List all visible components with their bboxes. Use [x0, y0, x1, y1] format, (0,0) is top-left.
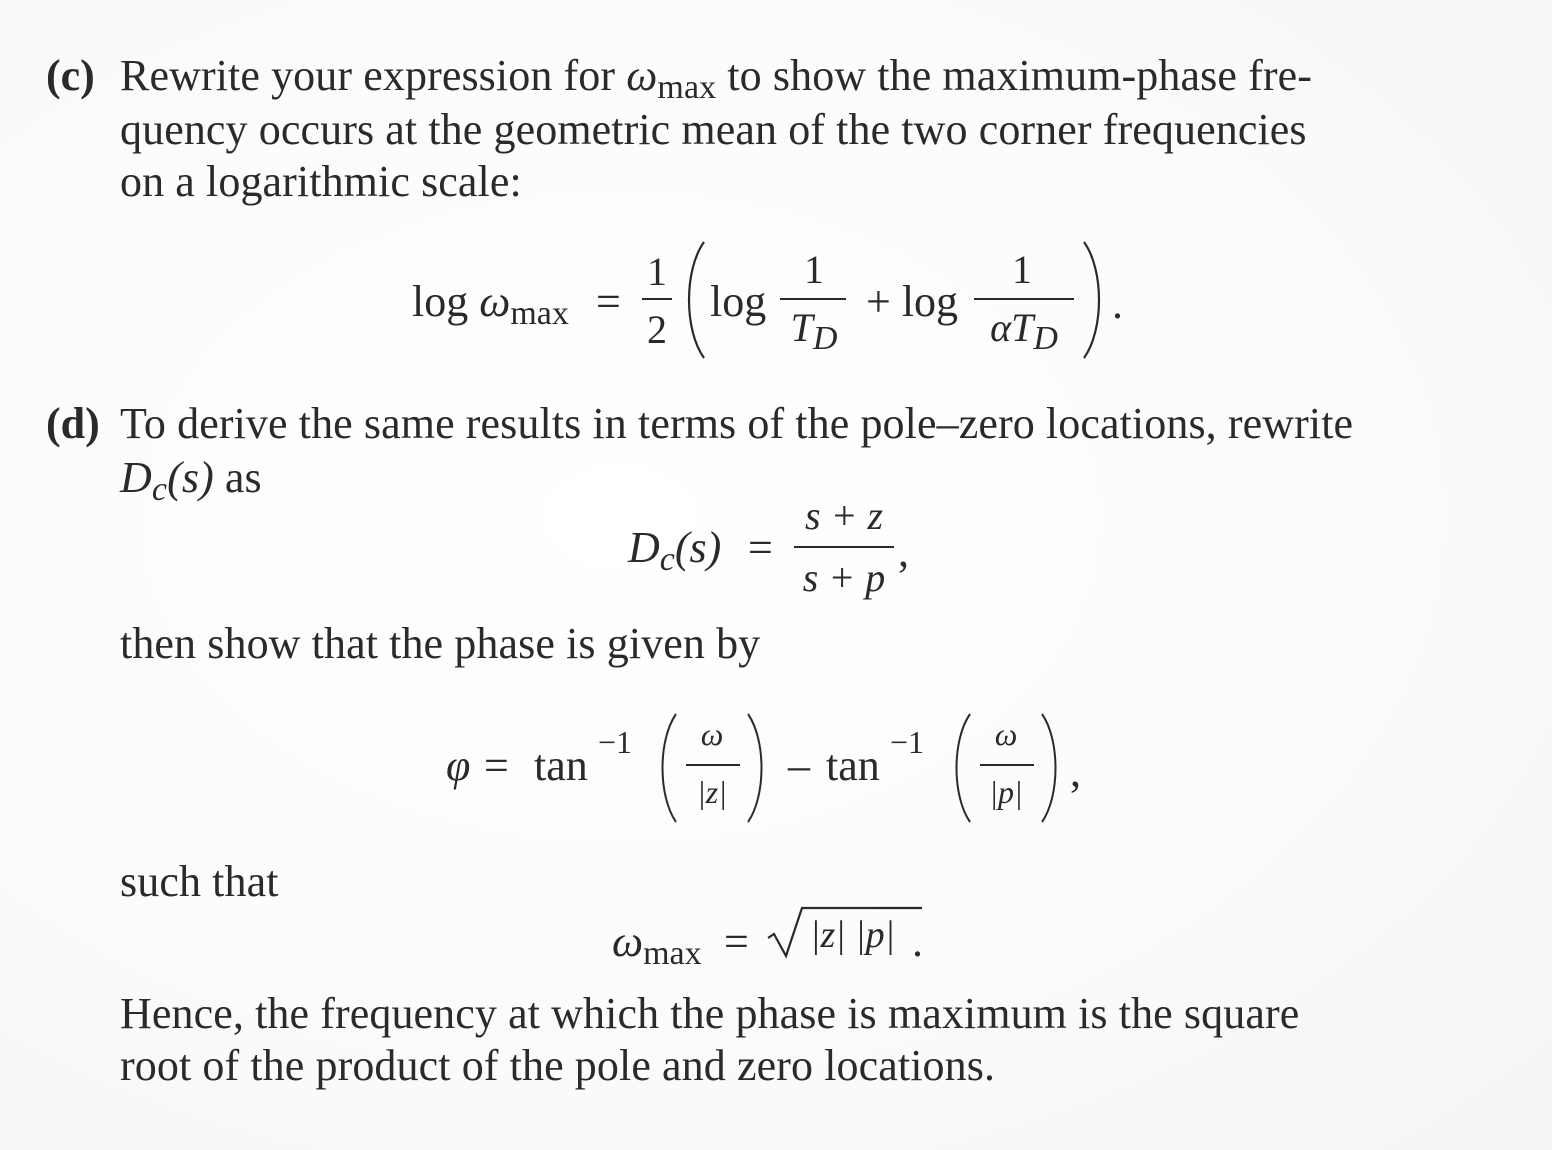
s-argument: (s) — [167, 453, 214, 502]
eq1-frac1-denominator — [784, 305, 844, 357]
eq2-fraction-bar — [794, 546, 894, 548]
as-text: as — [213, 453, 262, 502]
eq1-frac1-bar — [780, 298, 846, 300]
eq4-radicand: |z| |p| — [810, 914, 896, 956]
part-c-text-b: to show the maximum-phase fre- — [716, 51, 1312, 100]
eq1-half-bar — [642, 298, 672, 300]
omega-symbol: ω — [626, 51, 658, 100]
eq2-D: D — [628, 523, 660, 572]
eq3-frac1-bar — [686, 764, 740, 766]
eq1-D-2: D — [1033, 320, 1058, 357]
eq3-frac2-numerator: ω — [994, 716, 1018, 752]
part-d-then-line: then show that the phase is given by — [120, 619, 761, 668]
eq2-comma: , — [898, 527, 909, 576]
part-c-line-1 — [120, 51, 1312, 106]
eq3-minus: – — [788, 741, 810, 790]
eq3-tan-2: tan — [826, 741, 880, 790]
eq3-tan-1: tan — [534, 741, 588, 790]
eq4-omega: ω — [612, 917, 644, 966]
eq1-frac1-numerator: 1 — [804, 247, 824, 292]
eq3-right-paren-1 — [742, 712, 770, 824]
eq1-log-2: log — [710, 277, 767, 326]
eq3-inverse-1: −1 — [598, 724, 633, 760]
eq1-max: max — [510, 295, 569, 332]
D-symbol: D — [120, 453, 152, 502]
eq3-left-paren-1 — [654, 712, 682, 824]
eq1-log: log — [412, 277, 469, 326]
part-d-line-2 — [120, 453, 262, 508]
eq4-lhs — [612, 917, 702, 972]
eq4-max: max — [643, 935, 702, 972]
eq2-equals: = — [748, 523, 773, 572]
eq1-log-3: log — [901, 277, 959, 326]
part-c-line-2: quency occurs at the geometric mean of the two corner frequencies — [120, 105, 1307, 154]
eq3-frac1-denominator: |z| — [696, 774, 728, 810]
eq3-left-paren-2 — [948, 712, 976, 824]
eq1-equals: = — [596, 277, 621, 326]
eq1-frac2-bar — [974, 298, 1074, 300]
part-d-hence-line-2: root of the product of the pole and zero locations. — [120, 1041, 996, 1090]
eq2-lhs — [628, 523, 722, 578]
part-d-line-1: To derive the same results in terms of the pole–zero locations, rewrite — [120, 399, 1354, 448]
eq2-denominator: s + p — [802, 555, 886, 600]
part-d-label: (d) — [46, 399, 100, 448]
eq1-alpha: α — [990, 305, 1012, 350]
eq2-s-arg: (s) — [674, 523, 722, 572]
eq4-equals: = — [724, 917, 749, 966]
eq1-D: D — [812, 320, 838, 357]
eq1-left-paren — [680, 240, 710, 360]
eq3-frac1-numerator: ω — [700, 716, 724, 752]
part-c-label: (c) — [46, 51, 95, 100]
eq2-c: c — [659, 541, 675, 578]
max-subscript: max — [657, 69, 717, 106]
eq2-numerator: s + z — [804, 493, 884, 538]
eq1-frac2-numerator: 1 — [1012, 247, 1032, 292]
eq1-half-numerator: 1 — [647, 249, 667, 294]
part-c-line-3: on a logarithmic scale: — [120, 157, 522, 206]
eq1-omega: ω — [479, 277, 511, 326]
part-d-such-that: such that — [120, 857, 279, 906]
c-subscript: c — [151, 471, 168, 508]
eq3-frac2-denominator: |p| — [989, 774, 1023, 810]
eq1-plus-log — [866, 277, 959, 326]
eq1-plus: + — [866, 277, 891, 326]
eq1-T-2: T — [1011, 305, 1034, 350]
eq4-period: . — [912, 917, 923, 966]
eq1-period: . — [1112, 279, 1123, 328]
eq1-half-denominator: 2 — [647, 307, 667, 352]
eq3-equals: = — [484, 741, 509, 790]
eq3-inverse-2: −1 — [890, 724, 925, 760]
part-c-text-a: Rewrite your expression for — [120, 51, 627, 100]
eq3-phi: φ — [446, 741, 471, 790]
eq3-comma: , — [1070, 747, 1081, 796]
part-d-hence-line-1: Hence, the frequency at which the phase is maximum is the square — [120, 989, 1300, 1038]
eq1-right-paren — [1078, 240, 1108, 360]
eq3-right-paren-2 — [1036, 712, 1064, 824]
eq1-frac2-denominator — [974, 305, 1074, 357]
eq1-lhs — [412, 277, 569, 332]
eq3-frac2-bar — [980, 764, 1034, 766]
eq1-T: T — [790, 305, 813, 350]
